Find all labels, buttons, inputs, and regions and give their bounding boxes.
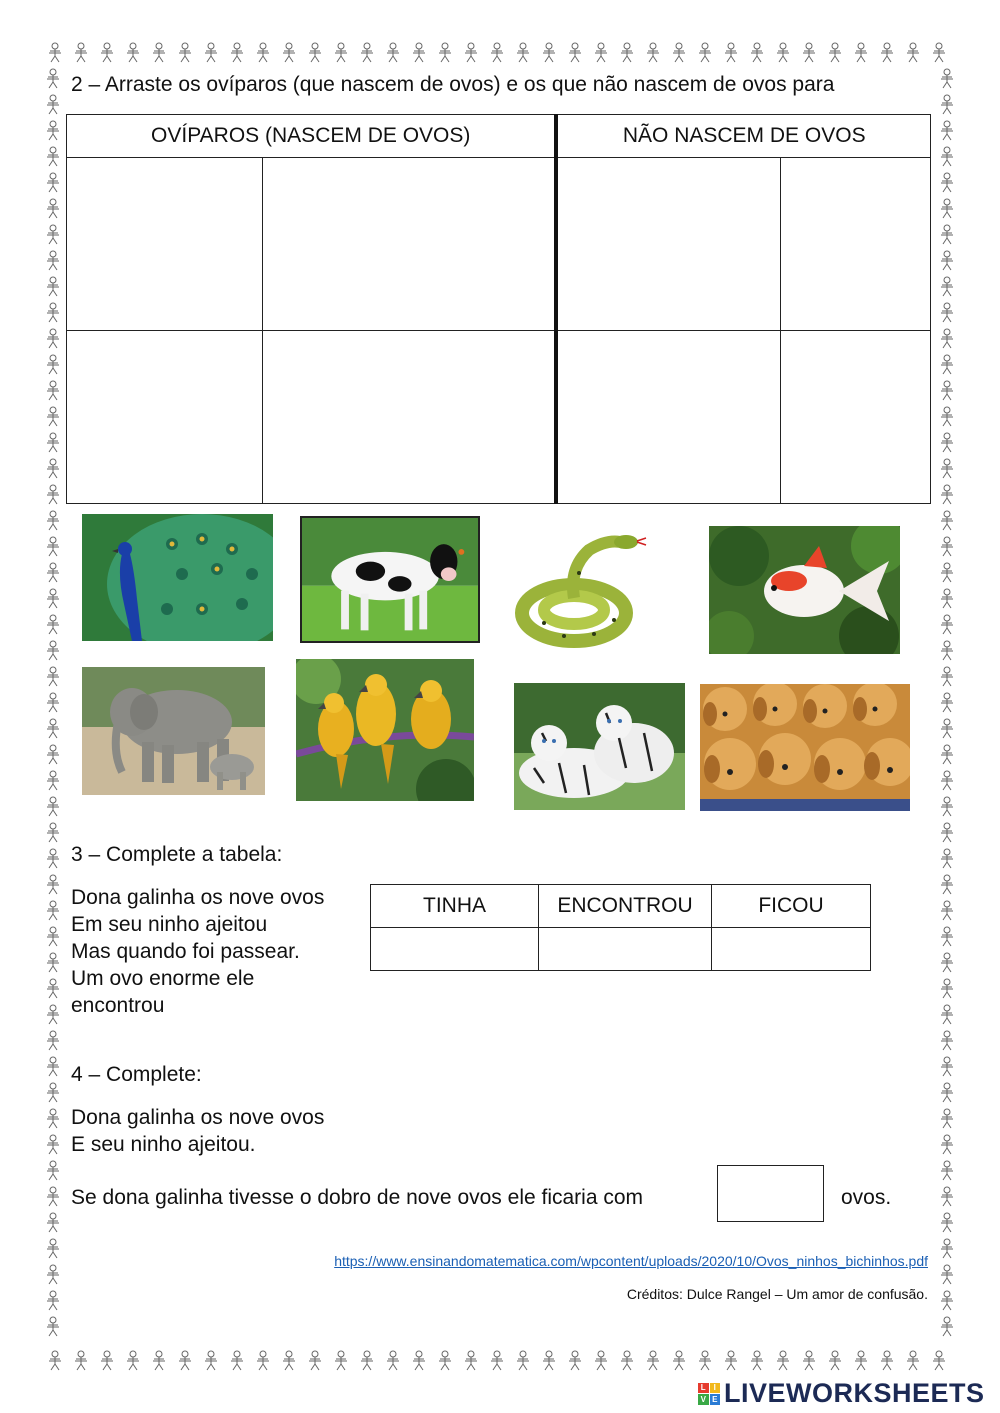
border-figure-icon [406,1348,432,1374]
question-4-title: 4 – Complete: [71,1063,202,1086]
drop-zone-nao-1[interactable] [556,158,780,331]
border-figure-icon [40,66,66,92]
border-figure-icon [614,1348,640,1374]
poem-line: Um ovo enorme ele [71,967,255,990]
poem-line: Mas quando foi passear. [71,940,300,963]
border-figure-icon [120,40,146,66]
border-figure-icon [822,1348,848,1374]
border-figure-icon [484,40,510,66]
white-tigers-image[interactable] [514,683,685,810]
border-figure-icon [40,1236,66,1262]
header-nao-oviparos: NÃO NASCEM DE OVOS [556,115,930,158]
peacock-image[interactable] [82,514,273,641]
border-figure-icon [40,872,66,898]
border-figure-icon [40,1132,66,1158]
question-4-poem [71,1104,324,1158]
border-figure-icon [934,534,960,560]
border-figure-icon [40,326,66,352]
border-figure-icon [172,1348,198,1374]
border-figure-icon [40,638,66,664]
border-figure-icon [934,1080,960,1106]
border-figure-icon [198,40,224,66]
source-link[interactable]: https://www.ensinandomatematica.com/wpcontent/uploads/2020/10/Ovos_ninhos_bichinhos.pdf [334,1253,928,1269]
header-encontrou: ENCONTROU [539,885,712,928]
drop-zone-nao-4[interactable] [781,331,931,504]
input-tinha[interactable] [371,928,539,971]
border-figure-icon [40,820,66,846]
border-figure-icon [40,404,66,430]
header-oviparos: OVÍPAROS (NASCEM DE OVOS) [67,115,557,158]
border-figure-icon [926,40,952,66]
border-figure-icon [934,92,960,118]
border-figure-icon [934,352,960,378]
border-figure-icon [934,716,960,742]
border-figure-icon [510,1348,536,1374]
border-figure-icon [934,1262,960,1288]
credits-text: Créditos: Dulce Rangel – Um amor de confusão. [626,1286,928,1302]
cow-image[interactable] [300,516,480,643]
border-figure-icon [934,742,960,768]
sorting-table [66,114,931,504]
border-figure-icon [354,40,380,66]
border-figure-icon [146,1348,172,1374]
border-figure-icon [934,1288,960,1314]
border-figure-icon [42,40,68,66]
border-figure-icon [874,40,900,66]
input-encontrou[interactable] [539,928,712,971]
poem-line: E seu ninho ajeitou. [71,1133,256,1156]
border-figure-icon [934,378,960,404]
border-figure-icon [40,1184,66,1210]
border-figure-icon [68,40,94,66]
border-figure-icon [40,300,66,326]
border-figure-icon [934,820,960,846]
border-figure-icon [458,40,484,66]
border-figure-icon [40,1158,66,1184]
border-figure-icon [934,456,960,482]
border-figure-icon [934,196,960,222]
logo-text: LIVEWORKSHEETS [724,1378,985,1408]
border-figure-icon [718,40,744,66]
question-3-poem [71,884,371,1019]
border-figure-icon [848,1348,874,1374]
border-figure-icon [198,1348,224,1374]
border-figure-icon [614,40,640,66]
border-figure-icon [94,1348,120,1374]
decorative-border-left [40,66,66,1340]
border-figure-icon [224,40,250,66]
border-figure-icon [510,40,536,66]
border-figure-icon [934,560,960,586]
border-figure-icon [934,1028,960,1054]
decorative-border-bottom [42,1348,952,1374]
border-figure-icon [380,40,406,66]
border-figure-icon [934,1210,960,1236]
border-figure-icon [934,430,960,456]
border-figure-icon [822,40,848,66]
border-figure-icon [380,1348,406,1374]
border-figure-icon [120,1348,146,1374]
question-4-sentence-end: ovos. [841,1186,892,1209]
border-figure-icon [692,1348,718,1374]
border-figure-icon [40,768,66,794]
drop-zone-nao-2[interactable] [781,158,931,331]
border-figure-icon [302,40,328,66]
border-figure-icon [692,40,718,66]
border-figure-icon [536,40,562,66]
border-figure-icon [40,612,66,638]
border-figure-icon [770,1348,796,1374]
border-figure-icon [934,144,960,170]
poem-line: encontrou [71,994,165,1017]
border-figure-icon [934,248,960,274]
border-figure-icon [536,1348,562,1374]
border-figure-icon [934,1184,960,1210]
border-figure-icon [934,300,960,326]
border-figure-icon [934,898,960,924]
border-figure-icon [934,1002,960,1028]
border-figure-icon [934,66,960,92]
border-figure-icon [934,508,960,534]
border-figure-icon [934,638,960,664]
border-figure-icon [40,274,66,300]
border-figure-icon [484,1348,510,1374]
complete-table [370,884,871,971]
border-figure-icon [94,40,120,66]
border-figure-icon [250,1348,276,1374]
border-figure-icon [40,560,66,586]
border-figure-icon [40,1288,66,1314]
border-figure-icon [934,1054,960,1080]
border-figure-icon [40,976,66,1002]
border-figure-icon [934,846,960,872]
border-figure-icon [934,794,960,820]
border-figure-icon [40,1028,66,1054]
border-figure-icon [934,482,960,508]
border-figure-icon [40,950,66,976]
border-figure-icon [40,1262,66,1288]
answer-input-box[interactable] [717,1165,824,1222]
border-figure-icon [40,924,66,950]
border-figure-icon [328,1348,354,1374]
border-figure-icon [40,1080,66,1106]
border-figure-icon [588,40,614,66]
border-figure-icon [926,1348,952,1374]
border-figure-icon [68,1348,94,1374]
border-figure-icon [40,1002,66,1028]
input-ficou[interactable] [712,928,871,971]
border-figure-icon [40,170,66,196]
poem-line: Em seu ninho ajeitou [71,913,268,936]
border-figure-icon [40,92,66,118]
question-2-title: 2 – Arraste os ovíparos (que nascem de ovos) e os que não nascem de ovos para [71,73,835,96]
border-figure-icon [40,846,66,872]
border-figure-icon [718,1348,744,1374]
border-figure-icon [40,534,66,560]
border-figure-icon [562,1348,588,1374]
border-figure-icon [40,898,66,924]
question-4-sentence: Se dona galinha tivesse o dobro de nove ovos ele ficaria com [71,1186,644,1209]
border-figure-icon [276,1348,302,1374]
border-figure-icon [934,404,960,430]
border-figure-icon [934,1314,960,1340]
question-3-title: 3 – Complete a tabela: [71,843,283,866]
border-figure-icon [40,1054,66,1080]
drop-zone-oviparos-2[interactable] [262,158,556,331]
border-figure-icon [848,40,874,66]
border-figure-icon [40,1314,66,1340]
border-figure-icon [640,40,666,66]
border-figure-icon [40,664,66,690]
border-figure-icon [900,40,926,66]
border-figure-icon [40,144,66,170]
border-figure-icon [666,1348,692,1374]
border-figure-icon [796,40,822,66]
border-figure-icon [934,924,960,950]
border-figure-icon [562,40,588,66]
drop-zone-oviparos-1[interactable] [67,158,263,331]
snake-image[interactable] [514,528,648,648]
border-figure-icon [40,248,66,274]
logo-mark-icon [698,1383,720,1405]
border-figure-icon [934,976,960,1002]
liveworksheets-logo [698,1378,985,1409]
border-figure-icon [934,872,960,898]
border-figure-icon [874,1348,900,1374]
decorative-border-right [934,66,960,1340]
border-figure-icon [146,40,172,66]
border-figure-icon [40,352,66,378]
puppies-image[interactable] [700,684,910,811]
drop-zone-oviparos-4[interactable] [262,331,556,504]
border-figure-icon [40,690,66,716]
logo-letter: V [698,1394,709,1405]
border-figure-icon [744,1348,770,1374]
border-figure-icon [934,586,960,612]
border-figure-icon [40,716,66,742]
border-figure-icon [934,664,960,690]
logo-letter: I [710,1383,721,1394]
border-figure-icon [172,40,198,66]
border-figure-icon [934,950,960,976]
border-figure-icon [40,430,66,456]
border-figure-icon [276,40,302,66]
border-figure-icon [40,586,66,612]
border-figure-icon [934,326,960,352]
border-figure-icon [458,1348,484,1374]
logo-letter: L [698,1383,709,1394]
border-figure-icon [588,1348,614,1374]
border-figure-icon [354,1348,380,1374]
border-figure-icon [640,1348,666,1374]
border-figure-icon [40,482,66,508]
poem-line: Dona galinha os nove ovos [71,886,325,909]
border-figure-icon [666,40,692,66]
border-figure-icon [406,40,432,66]
border-figure-icon [770,40,796,66]
border-figure-icon [40,222,66,248]
header-ficou: FICOU [712,885,871,928]
border-figure-icon [934,1236,960,1262]
border-figure-icon [934,274,960,300]
drop-zone-oviparos-3[interactable] [67,331,263,504]
border-figure-icon [40,742,66,768]
logo-letter: E [710,1394,721,1405]
border-figure-icon [40,508,66,534]
border-figure-icon [328,40,354,66]
border-figure-icon [934,612,960,638]
parrots-image[interactable] [296,659,474,801]
border-figure-icon [40,1106,66,1132]
goldfish-image[interactable] [709,526,900,654]
border-figure-icon [40,794,66,820]
border-figure-icon [432,40,458,66]
border-figure-icon [224,1348,250,1374]
decorative-border-top [42,40,952,66]
border-figure-icon [900,1348,926,1374]
border-figure-icon [40,118,66,144]
border-figure-icon [40,378,66,404]
poem-line: Dona galinha os nove ovos [71,1106,325,1129]
border-figure-icon [934,690,960,716]
border-figure-icon [40,456,66,482]
elephant-image[interactable] [82,667,265,795]
border-figure-icon [934,1106,960,1132]
border-figure-icon [934,222,960,248]
header-tinha: TINHA [371,885,539,928]
border-figure-icon [40,1210,66,1236]
border-figure-icon [42,1348,68,1374]
border-figure-icon [744,40,770,66]
border-figure-icon [934,1132,960,1158]
border-figure-icon [934,170,960,196]
border-figure-icon [302,1348,328,1374]
border-figure-icon [934,118,960,144]
border-figure-icon [432,1348,458,1374]
border-figure-icon [796,1348,822,1374]
border-figure-icon [934,1158,960,1184]
border-figure-icon [250,40,276,66]
border-figure-icon [40,196,66,222]
border-figure-icon [934,768,960,794]
drop-zone-nao-3[interactable] [556,331,780,504]
